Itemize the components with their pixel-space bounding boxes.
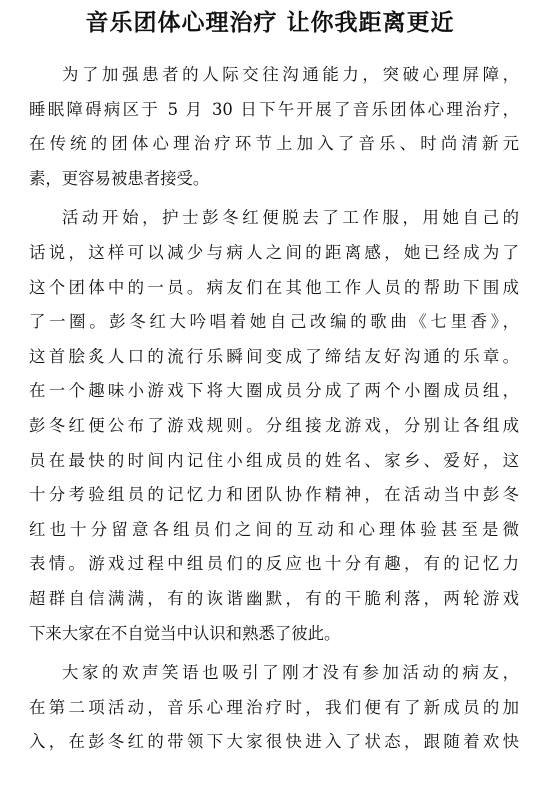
paragraph-2-line-12: 超群自信满满，有的诙谐幽默，有的干脆利落，两轮游戏 <box>29 588 519 608</box>
paragraph-2-line-5: 这首脍炙人口的流行乐瞬间变成了缔结友好沟通的乐章。 <box>29 346 519 366</box>
paragraph-1-line-3: 在传统的团体心理治疗环节上加入了音乐、时尚清新元 <box>29 134 519 154</box>
paragraph-2-line-10: 红也十分留意各组员们之间的互动和心理体验甚至是微 <box>29 519 519 539</box>
paragraph-2-line-11: 表情。游戏过程中组员们的反应也十分有趣，有的记忆力 <box>29 554 519 574</box>
paragraph-2-line-9: 十分考验组员的记忆力和团队协作精神，在活动当中彭冬 <box>29 485 519 505</box>
paragraph-3-line-3: 入，在彭冬红的带领下大家很快进入了状态，跟随着欢快 <box>29 732 519 752</box>
paragraph-2-line-8: 员在最快的时间内记住小组成员的姓名、家乡、爱好，这 <box>29 450 519 470</box>
paragraph-2-line-7: 彭冬红便公布了游戏规则。分组接龙游戏，分别让各组成 <box>29 415 519 435</box>
paragraph-2-line-13: 下来大家在不自觉当中认识和熟悉了彼此。 <box>29 623 341 643</box>
paragraph-1-line-1: 为了加强患者的人际交往沟通能力，突破心理屏障， <box>62 65 519 84</box>
paragraph-2-line-4: 了一圈。彭冬红大吟唱着她自己改编的歌曲《七里香》， <box>29 312 519 332</box>
article-title: 音乐团体心理治疗 让你我距离更近 <box>85 10 455 36</box>
article-body <box>29 58 519 760</box>
paragraph-3-line-2: 在第二项活动，音乐心理治疗时，我们便有了新成员的加 <box>29 697 519 717</box>
paragraph-2-line-6: 在一个趣味小游戏下将大圈成员分成了两个小圈成员组， <box>29 381 519 401</box>
paragraph-2-line-3: 这个团体中的一员。病友们在其他工作人员的帮助下围成 <box>29 277 519 297</box>
paragraph-1-line-2: 睡眠障碍病区于 5 月 30 日下午开展了音乐团体心理治疗， <box>29 99 519 119</box>
paragraph-2-line-1: 活动开始，护士彭冬红便脱去了工作服，用她自己的 <box>62 208 519 228</box>
paragraph-3-line-1: 大家的欢声笑语也吸引了刚才没有参加活动的病友， <box>62 663 519 683</box>
paragraph-2-line-2: 话说，这样可以减少与病人之间的距离感，她已经成为了 <box>29 242 519 262</box>
paragraph-1-line-4: 素，更容易被患者接受。 <box>29 168 210 188</box>
